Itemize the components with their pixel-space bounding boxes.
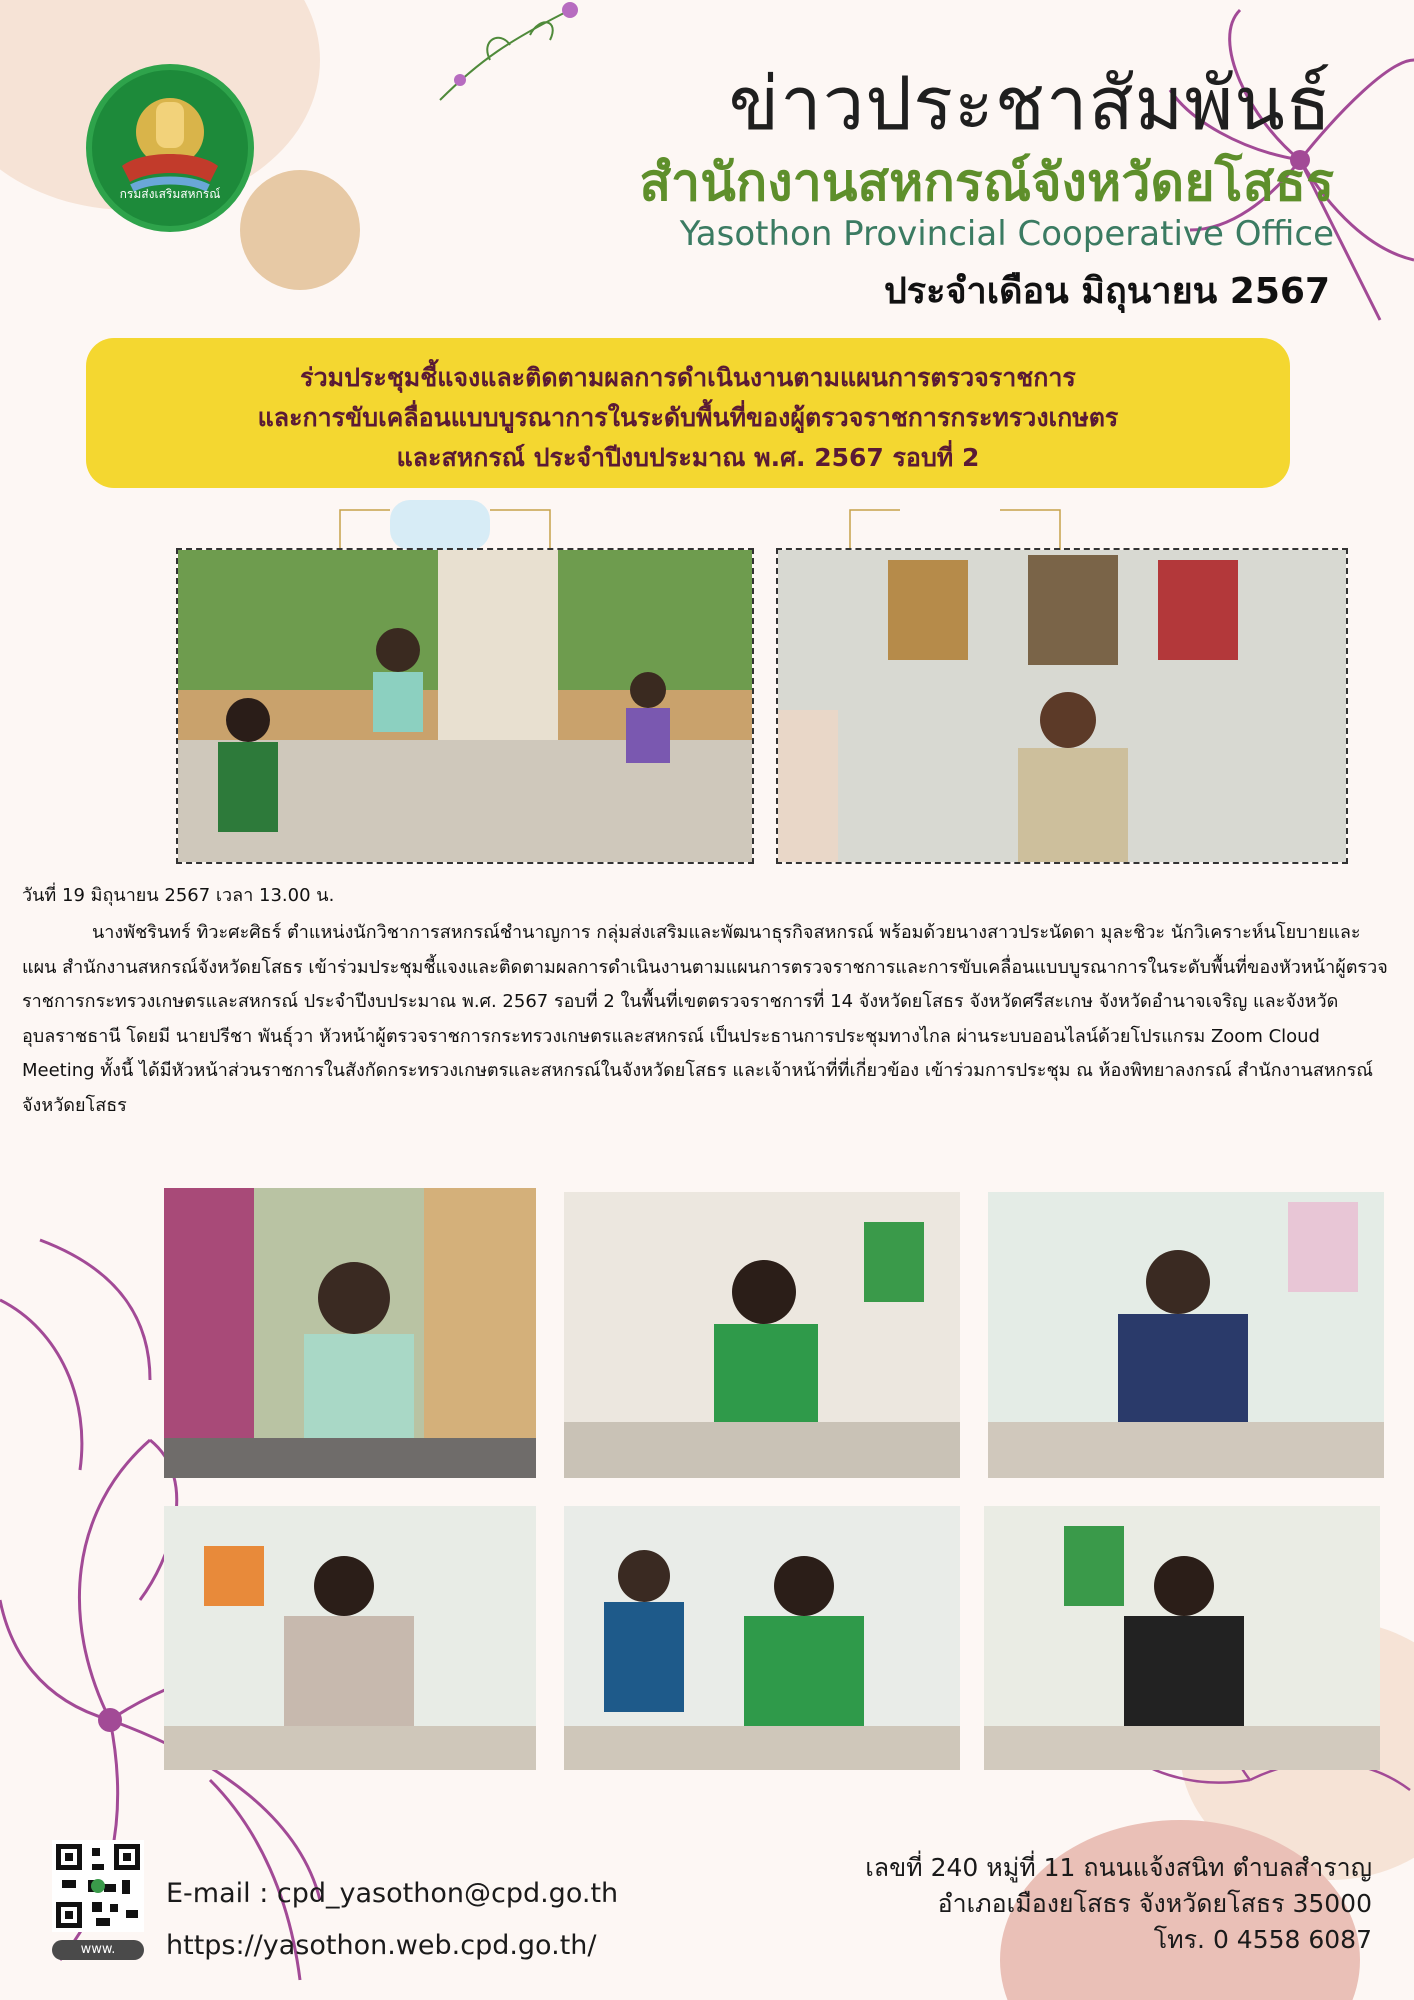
participant-photo-1 xyxy=(164,1188,536,1478)
participant-photo-6 xyxy=(984,1506,1380,1770)
article-body: นางพัชรินทร์ ทิวะศะศิธร์ ตำแหน่งนักวิชาการสหกรณ์ชำนาญการ กลุ่มส่งเสริมและพัฒนาธุรกิจสหกรณ์ พร้อมด้วยนางสาวประนัดดา มุละชิวะ นักวิเคราะห์นโยบายและแผน สำนักงานสหกรณ์จังหวัดยโสธร เข้าร่วมประชุมชี้แจงและติดตามผลการดำเนินงานตามแผนการตรวจราชการและการขับเคลื่อนแบบบูรณาการในระดับพื้นที่ของหัวหน้าผู้ตรวจราชการกระทรวงเกษตรและสหกรณ์ ประจำปีงบประมาณ พ.ศ. 2567 รอบที่ 2 ในพื้นที่เขตตรวจราชการที่ 14 จังหวัดยโสธร จังหวัดศรีสะเกษ จังหวัดอำนาจเจริญ และจังหวัดอุบลราชธานี โดยมี นายปรีชา พันธุ์วา หัวหน้าผู้ตรวจราชการกระทรวงเกษตรและสหกรณ์ เป็นประธานการประชุมทางไกล ผ่านระบบออนไลน์ด้วยโปรแกรม Zoom Cloud Meeting ทั้งนี้ ได้มีหัวหน้าส่วนราชการในสังกัดกระทรวงเกษตรและสหกรณ์ในจังหวัดยโสธร และเจ้าหน้าที่ที่เกี่ยวข้อง เข้าร่วมการประชุม ณ ห้องพิทยาลงกรณ์ สำนักงานสหกรณ์จังหวัดยโสธร xyxy=(22,922,1388,1116)
website-link[interactable]: https://yasothon.web.cpd.go.th/ xyxy=(166,1930,597,1961)
participant-photo-5 xyxy=(564,1506,960,1770)
website-badge: www. xyxy=(52,1940,144,1960)
bulletin-type-title: ข่าวประชาสัมพันธ์ xyxy=(728,61,1332,147)
office-name-english: Yasothon Provincial Cooperative Office xyxy=(679,214,1334,254)
participant-photo-4 xyxy=(164,1506,536,1770)
headline-line-3: และสหกรณ์ ประจำปีงบประมาณ พ.ศ. 2567 รอบที่ 2 xyxy=(396,443,980,472)
tan-circle-decoration xyxy=(240,170,360,290)
participant-photo-3 xyxy=(988,1192,1384,1478)
headline-banner xyxy=(86,338,1290,488)
issue-month: ประจำเดือน มิถุนายน 2567 xyxy=(883,271,1330,312)
zoom-meeting-photo xyxy=(776,548,1348,864)
phone-number: โทร. 0 4558 6087 xyxy=(1153,1925,1372,1954)
headline-line-1: ร่วมประชุมชี้แจงและติดตามผลการดำเนินงานตามแผนการตรวจราชการ xyxy=(300,363,1076,392)
participant-photo-2 xyxy=(564,1192,960,1478)
headline-line-2: และการขับเคลื่อนแบบบูรณาการในระดับพื้นที่ของผู้ตรวจราชการกระทรวงเกษตร xyxy=(257,403,1119,432)
article-date: วันที่ 19 มิถุนายน 2567 เวลา 13.00 น. xyxy=(22,885,335,906)
photo-connector-decoration-2 xyxy=(840,490,1140,550)
contact-email[interactable]: E-mail : cpd_yasothon@cpd.go.th xyxy=(166,1878,619,1909)
meeting-room-photo xyxy=(176,548,754,864)
cpd-logo xyxy=(86,64,254,232)
qr-code xyxy=(52,1840,144,1932)
address-line-2: อำเภอเมืองยโสธร จังหวัดยโสธร 35000 xyxy=(937,1889,1372,1918)
vine-flower-decoration xyxy=(420,0,600,110)
logo-caption: กรมส่งเสริมสหกรณ์ xyxy=(119,187,221,201)
office-name-thai: สำนักงานสหกรณ์จังหวัดยโสธร xyxy=(639,153,1334,213)
address-line-1: เลขที่ 240 หมู่ที่ 11 ถนนแจ้งสนิท ตำบลสำราญ xyxy=(865,1853,1372,1882)
photo-connector-decoration xyxy=(330,490,630,550)
